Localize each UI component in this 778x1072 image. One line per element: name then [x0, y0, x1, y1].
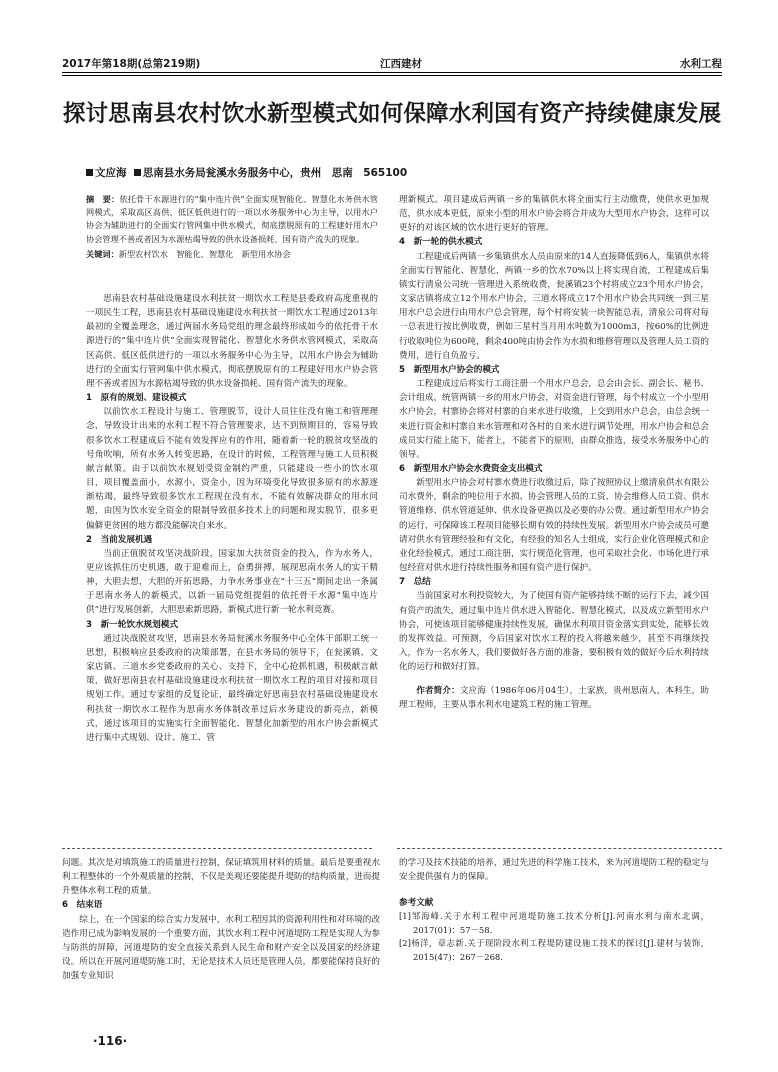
author-bio-label: 作者简介： — [416, 686, 460, 697]
section-4-text: 工程建成后两镇一乡集镇供水人员由原来的14人直接降低到6人，集镇供水将全面实行智能化、智慧化，两镇一乡的饮水70%以上将实现自流，工程建成后集镇实行清泉公司统一管理进入系统收费，瓮溪镇23个村将成立23个用水户协会，文家店镇将成立12个用水户协会，三道水将成立17个用水户协会共同统一到三星用水户总会进行由用水户总会管理，每个村将安装一块智能总表，清泉公司将对每一总表进行按比例收费，例如三星村当月用水吨数为1000m3，按60%的比例进行收取吨位为600吨，剩余400吨由协会作为水损和维修管理以及管理人员工资的费用，进行自负盈亏。 — [399, 251, 709, 361]
section-heading-4: 4 新一轮的供水模式 — [399, 237, 483, 248]
article-title: 探讨思南县农村饮水新型模式如何保障水利国有资产持续健康发展 — [62, 101, 722, 127]
section-heading-7: 7 总结 — [399, 577, 431, 588]
intro-paragraph: 思南县农村基础设施建设水利扶贫一期饮水工程是县委政府高度重视的一项民生工程，思南县农村基础设施建设水利扶贫一期饮水工程通过2013年最初的全覆盖理念，通过两届水务局党组的理念最终形成如今的依托骨干水源进行的“集中连片供”全面实现智能化、智慧化水务供水管网模式，采取高区高供、低区低供进行的一项以水务服务中心为主导，以用水户协会为辅助进行的全面实行管网集中供水模式，彻底摆脱原有的工程建好用水户协会管理不善或者因为水源枯竭导致的供水设备损耗、国有资产流失的现象。 — [86, 294, 378, 389]
section-heading-2: 2 当前发展机遇 — [86, 534, 153, 545]
article-divider-right — [397, 848, 722, 849]
header-rule-thin — [62, 75, 722, 76]
previous-article-paragraph: 问题。其次是对填筑施工的质量进行控制，保证填筑用材料的质量。最后是要重视水利工程整体的一个外观质量的控制，不仅是美观还要能提升堤防的结构质量，进而提升整体水利工程的质量。 — [62, 858, 380, 897]
page-number: ·116· — [93, 1034, 128, 1048]
keywords — [86, 248, 378, 261]
section-heading-3: 3 新一轮饮水规划模式 — [86, 619, 178, 630]
abstract-text: 依托骨干水源进行的“集中连片供”全面实现智能化、智慧化水务供水管网模式，采取高区高供、低区低供进行的一项以水务服务中心为主导，以用水户协会为辅助进行的全面实行管网集中供水模式，彻底摆脱原有的工程建好用水户协会管理不善或者因为水源枯竭导致的供水设备损耗、国有资产流失的现象。 — [86, 194, 378, 244]
article-divider-left — [62, 848, 372, 849]
previous-article-continued: 的学习及技术技能的培养，通过先进的科学施工技术，来为河道堤防工程的稳定与安全提供强有力的保障。 — [399, 858, 709, 883]
previous-article-right-column — [399, 856, 709, 1036]
section-5-text: 工程建成过后将实行工商注册一个用水户总会，总会由会长、副会长、秘书、会计组成，统管两镇一乡的用水户协会，对资金进行管理，每个村成立一个小型用水户协会，村寨协会将对村寨的自来水进行收缴，上交到用水户总会，由总会统一来进行资金和村寨自来水管理和对各村的自来水进行调节处理，用水户协会和总会成员实行能上能下，能者上，不能者下的原则，由群众推选，接受水务服务中心的领导。 — [399, 379, 709, 460]
reference-item: [1]邹海峰.关于水利工程中河道堤防施工技术分析[J].河南水利与南水北调，2017(01)：57－58. — [399, 911, 709, 935]
square-bullet-icon — [86, 169, 93, 176]
previous-article-left-column — [62, 856, 380, 1036]
header-rule-thick — [62, 72, 722, 73]
reference-item: [2]杨洋，章志新.关于现阶段水利工程堤防建设施工技术的探讨[J].建材与装饰，2015(47)：267－268. — [399, 938, 709, 962]
section-6-text: 新型用水户协会对村寨水费进行收缴过后，除了按照协议上缴清泉供水有限公司水费外，剩余的吨位用于水损、协会管理人员的工资、协会维修人员工资、供水管道维修、供水管道延伸、供水设备更换以及必要的办公费。通过新型用水户协会的运行，可保障该工程项目能够长期有效的持续性发展。新型用水户协会成员可邀请对供水有管理经验和有文化，有经验的知名人士组成，实行企业化管理模式和企业化经验模式，通过工商注册，实行规范化管理，也可采取社会化、市场化进行承包经营对供水进行持续性服务和国有资产进行保护。 — [399, 478, 709, 574]
square-bullet-icon — [134, 169, 141, 176]
section-heading-1: 1 原有的规划、建设模式 — [86, 393, 187, 404]
section-7-text: 当前国家对水利投资较大，为了使国有资产能够持续不断的运行下去，减少国有资产的流失，通过集中连片供水进入智能化、智慧化模式，以及成立新型用水户协会，可使该项目能够健康持续性发展，确保水利项目资金落实到实处，能够长效的发挥效益。可预测，今后国家对饮水工程的投入将越来越少，甚至不再继续投入，作为一名水务人，我们要做好各方面的准备，要积极有效的做好今后水利持续化的运行和做好打算。 — [399, 591, 709, 673]
abstract-label: 摘 要： — [86, 194, 120, 204]
author-affiliation: 思南县水务局瓮溪水务服务中心，贵州 思南 565100 — [142, 167, 408, 179]
body-right-column — [399, 193, 709, 743]
author-name: 文应海 — [95, 167, 127, 179]
reference-list — [399, 910, 709, 964]
abstract-block — [86, 193, 378, 261]
references-heading: 参考文献 — [399, 898, 434, 909]
section-heading-6: 6 新型用水户协会水费资金支出模式 — [399, 463, 543, 474]
author-bio-text: 文应海（1986年06月04生），土家族，贵州思南人，本科生，助理工程师，主要从事水利水电建筑工程的施工管理。 — [399, 686, 709, 711]
section-heading-5: 5 新型用水户协会的模式 — [399, 364, 500, 375]
journal-issue: 2017年第18期(总第219期) — [62, 58, 201, 70]
conclusion-heading: 6 结束语 — [62, 900, 103, 911]
author-line — [86, 165, 407, 180]
section-1-text: 以前饮水工程设计与施工、管理脱节，设计人员往往没有施工和管理理念，导致设计出来的水利工程不符合管理要求，达不到预期目的，容易导致很多饮水工程建成后不能有效发挥应有的作用，随着新一轮的脱贫攻坚战的号角吹响，所有水务人转变思路，在设计的时候，工程管理与施工人员积极献言献策。由于以前饮水规划受资金制约严重，只能建设一些小的饮水项目，项目覆盖面小，水源小，资金小，因为环境变化导致很多原有的水源逐渐枯竭，最终导致很多饮水工程现在没有水，不能有效解决群众的用水问题，由因为饮水安全资金的限制导致很多技术上的问题和现实脱节，很多更偏僻更贫困的地方都没能解决自来水。 — [86, 407, 378, 531]
section-name: 水利工程 — [680, 58, 722, 70]
abstract — [86, 193, 378, 246]
body-left-column — [86, 292, 378, 847]
references — [399, 896, 709, 964]
author-bio — [399, 684, 709, 712]
keywords-text: 新型农村饮水 智能化、智慧化 新型用水协会 — [118, 248, 291, 259]
conclusion-text: 综上，在一个国家的综合实力发展中，水利工程因其的资源利用性和对环境的改造作用已成为影响发展的一个重要方面，其饮水利工程中河道堤防工程是实现人为参与防洪的屏障，河道堤防的安全直接关系到人民生命和财产安全以及国家的经济建设。所以在开展河道堤防施工时，无论是技术人员还是管理人员，都要能保持良好的加强专业知识 — [62, 914, 380, 982]
journal-name: 江西建材 — [380, 58, 422, 70]
section-3-text: 通过决战脱贫攻坚，思南县水务局瓮溪水务服务中心全体干部职工统一思想，积极响应县委政府的决策部署，在县水务局的领导下，在瓮溪镇、文家店镇、三道水乡党委政府的关心、支持下，全中心抢抓机遇，积极献言献策，做好思南县农村基础设施建设水利扶贫一期饮水工程的项目对接和项目规划工作。通过专家组的反复论证，最终确定好思南县农村基础设施建设水利扶贫一期饮水工程作为思南水务体制改革过后水务建设的新亮点，新模式，通过该项目的实施实行全面智能化、智慧化加新型的用水户协会新模式进行集中式规划、设计、施工、管 — [86, 633, 378, 743]
keywords-label: 关键词： — [86, 248, 119, 259]
section-2-text: 当前正值脱贫攻坚决战阶段，国家加大扶贫资金的投入，作为水务人，更应该抓住历史机遇，敢于迎难而上，奋勇拼搏，展现思南水务人的实干精神，大胆去想，大胆的开拓思路，力争水务事业在“十三五”期间走出一条属于思南水务人的新模式，以新一届局党组提倡的依托骨干水源“集中连片供”进行发展创新，大胆思索新思路，新模式进行新一轮水利竞赛。 — [86, 548, 378, 616]
continued-paragraph: 理新模式。项目建成后两镇一乡的集镇供水将全面实行主动缴费，使供水更加规范，供水成本更低，原来小型的用水户协会将合并成为大型用水户协会，这样可以更好的对该区域的饮水进行更好的管理。 — [399, 195, 709, 234]
